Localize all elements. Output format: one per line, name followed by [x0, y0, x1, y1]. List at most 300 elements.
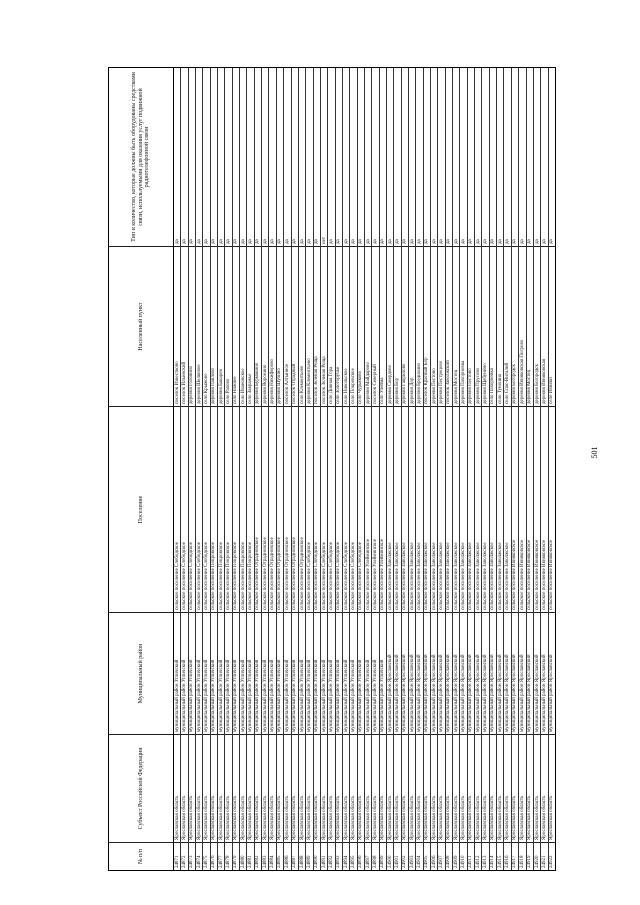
header-cell-locality: Населенный пункт: [109, 246, 173, 406]
cell-number: 24901: [394, 842, 400, 870]
cell-equipment: да: [196, 239, 202, 244]
cell-district: муниципальный район Угличский: [233, 612, 239, 734]
cell-district: муниципальный район Ярославский: [527, 612, 533, 734]
cell-locality: село Ивановское: [240, 246, 246, 406]
cell-settlement: сельское поселение Слободское: [358, 406, 364, 612]
cell-locality: деревня Воронино: [262, 246, 268, 406]
cell-locality: деревня Смердово: [387, 246, 393, 406]
table-row: [350, 68, 357, 870]
cell-number: 24896: [358, 842, 364, 870]
cell-subject: Ярославская область: [314, 734, 320, 842]
table-header: [109, 68, 174, 870]
cell-number: 24909: [453, 842, 459, 870]
cell-settlement: сельское поселение Слободское: [321, 406, 327, 612]
cell-equipment: да: [461, 239, 467, 244]
cell-settlement: сельское поселение Слободское: [196, 406, 202, 612]
cell-settlement: сельское поселение Слободское: [181, 406, 187, 612]
cell-equipment: да: [299, 239, 305, 244]
cell-subject: Ярославская область: [549, 734, 555, 842]
cell-settlement: сельское поселение Слободское: [350, 406, 356, 612]
cell-number: 24893: [336, 842, 342, 870]
cell-settlement: сельское поселение Заволжское: [438, 406, 444, 612]
table-row: [424, 68, 431, 870]
cell-subject: Ярославская область: [424, 734, 430, 842]
cell-subject: Ярославская область: [299, 734, 305, 842]
table-row: [225, 68, 232, 870]
table-row: [380, 68, 387, 870]
cell-district: муниципальный район Угличский: [225, 612, 231, 734]
cell-subject: Ярославская область: [402, 734, 408, 842]
cell-equipment: да: [240, 239, 246, 244]
cell-equipment: да: [262, 239, 268, 244]
cell-subject: Ярославская область: [277, 734, 283, 842]
cell-subject: Ярославская область: [527, 734, 533, 842]
cell-subject: Ярославская область: [372, 734, 378, 842]
cell-subject: Ярославская область: [262, 734, 268, 842]
cell-locality: село Чурьяково: [358, 246, 364, 406]
cell-locality: поселок Северный: [372, 246, 378, 406]
table-row: [343, 68, 350, 870]
cell-locality: деревня Гаврилово: [402, 246, 408, 406]
cell-settlement: сельское поселение Заволжское: [453, 406, 459, 612]
cell-settlement: сельское поселение Покровское: [218, 406, 224, 612]
cell-locality: деревня Шелковое: [196, 246, 202, 406]
cell-number: 24900: [387, 842, 393, 870]
cell-subject: Ярославская область: [211, 734, 217, 842]
cell-settlement: сельское поселение Отрадновское: [262, 406, 268, 612]
cell-subject: Ярославская область: [416, 734, 422, 842]
cell-district: муниципальный район Угличский: [343, 612, 349, 734]
cell-locality: деревня Клементьево: [306, 246, 312, 406]
cell-district: муниципальный район Ярославский: [497, 612, 503, 734]
table-row: [262, 68, 269, 870]
cell-settlement: сельское поселение Слободское: [314, 406, 320, 612]
cell-equipment: да: [372, 239, 378, 244]
cell-district: муниципальный район Ярославский: [424, 612, 430, 734]
cell-district: муниципальный район Угличский: [372, 612, 378, 734]
table-row: [438, 68, 445, 870]
table-row: [181, 68, 188, 870]
cell-settlement: сельское поселение Отрадновское: [269, 406, 275, 612]
cell-number: 24889: [306, 842, 312, 870]
cell-settlement: сельское поселение Отрадновское: [284, 406, 290, 612]
cell-district: муниципальный район Угличский: [292, 612, 298, 734]
table-row: [299, 68, 306, 870]
cell-settlement: сельское поселение Заволжское: [394, 406, 400, 612]
table-row: [247, 68, 254, 870]
cell-district: муниципальный район Угличский: [189, 612, 195, 734]
cell-number: 24888: [299, 842, 305, 870]
cell-number: 24894: [343, 842, 349, 870]
cell-locality: поселок Красный Бор: [424, 246, 430, 406]
cell-equipment: да: [402, 239, 408, 244]
cell-subject: Ярославская область: [321, 734, 327, 842]
cell-equipment: да: [431, 239, 437, 244]
cell-settlement: сельское поселение Заволжское: [460, 406, 466, 612]
table-row: [490, 68, 497, 870]
cell-settlement: сельское поселение Покровское: [225, 406, 231, 612]
cell-district: муниципальный район Ярославский: [416, 612, 422, 734]
cell-number: 24917: [512, 842, 518, 870]
cell-equipment: да: [475, 239, 481, 244]
cell-number: 24903: [409, 842, 415, 870]
cell-number: 24907: [438, 842, 444, 870]
cell-district: муниципальный район Угличский: [269, 612, 275, 734]
cell-number: 24874: [196, 842, 202, 870]
cell-equipment: да: [468, 239, 474, 244]
cell-locality: деревня Прусово: [475, 246, 481, 406]
cell-locality: село Пахорновка: [490, 246, 496, 406]
cell-subject: Ярославская область: [512, 734, 518, 842]
cell-equipment: да: [255, 239, 261, 244]
cell-number: 24877: [218, 842, 224, 870]
cell-subject: Ярославская область: [240, 734, 246, 842]
cell-subject: Ярославская область: [460, 734, 466, 842]
table-row: [497, 68, 504, 870]
cell-district: муниципальный район Угличский: [196, 612, 202, 734]
table-row: [328, 68, 335, 870]
cell-equipment: нет: [321, 236, 327, 244]
cell-equipment: да: [490, 239, 496, 244]
cell-locality: село Клементьево: [299, 246, 305, 406]
table-row: [402, 68, 409, 870]
cell-settlement: сельское поселение Ивняковское: [519, 406, 525, 612]
cell-number: 24922: [549, 842, 555, 870]
cell-subject: Ярославская область: [409, 734, 415, 842]
cell-settlement: сельское поселение Заволжское: [424, 406, 430, 612]
table-row: [277, 68, 284, 870]
cell-district: муниципальный район Угличский: [255, 612, 261, 734]
cell-locality: село Улейма: [380, 246, 386, 406]
cell-equipment: да: [380, 239, 386, 244]
cell-district: муниципальный район Ярославский: [482, 612, 488, 734]
cell-equipment: да: [189, 239, 195, 244]
cell-settlement: сельское поселение Заволжское: [446, 406, 452, 612]
page-number: 501: [590, 446, 599, 459]
table-row: [519, 68, 526, 870]
cell-locality: поселок Зеленая Роща: [321, 246, 327, 406]
cell-equipment: да: [549, 239, 555, 244]
cell-number: 24914: [490, 842, 496, 870]
cell-locality: село Золоторучье: [336, 246, 342, 406]
table-row: [365, 68, 372, 870]
cell-district: муниципальный район Угличский: [306, 612, 312, 734]
cell-subject: Ярославская область: [490, 734, 496, 842]
cell-district: муниципальный район Ярославский: [519, 612, 525, 734]
cell-district: муниципальный район Ярославский: [534, 612, 540, 734]
table-row: [189, 68, 196, 870]
table-row: [504, 68, 511, 870]
cell-district: муниципальный район Ярославский: [453, 612, 459, 734]
cell-locality: деревня Ивняковская: [541, 246, 547, 406]
cell-locality: деревня Бурмакино: [255, 246, 261, 406]
cell-number: 24911: [468, 842, 474, 870]
cell-locality: село Туношна: [497, 246, 503, 406]
cell-number: 24904: [416, 842, 422, 870]
cell-number: 24884: [269, 842, 275, 870]
cell-settlement: сельское поселение Улейминское: [365, 406, 371, 612]
cell-district: муниципальный район Ярославский: [475, 612, 481, 734]
header-cell-settlement: Поселение: [109, 406, 173, 612]
cell-number: 24915: [497, 842, 503, 870]
cell-settlement: сельское поселение Заволжское: [475, 406, 481, 612]
cell-locality: деревня Павлово: [211, 246, 217, 406]
cell-locality: деревня Ивняковская Погрово: [519, 246, 525, 406]
cell-settlement: сельское поселение Покровское: [247, 406, 253, 612]
cell-locality: поселок Известково: [174, 246, 180, 406]
cell-equipment: да: [306, 239, 312, 244]
cell-locality: село Крыжово: [203, 246, 209, 406]
cell-locality: село Рахово: [225, 246, 231, 406]
table-row: [203, 68, 210, 870]
table-row: [387, 68, 394, 870]
table-row: [321, 68, 328, 870]
table-row: [431, 68, 438, 870]
cell-district: муниципальный район Ярославский: [460, 612, 466, 734]
cell-settlement: сельское поселение Ивняковское: [512, 406, 518, 612]
cell-settlement: сельское поселение Заволжское: [416, 406, 422, 612]
cell-subject: Ярославская область: [306, 734, 312, 842]
cell-subject: Ярославская область: [328, 734, 334, 842]
cell-number: 24875: [203, 842, 209, 870]
cell-subject: Ярославская область: [438, 734, 444, 842]
cell-number: 24913: [482, 842, 488, 870]
cell-number: 24897: [365, 842, 371, 870]
cell-subject: Ярославская область: [196, 734, 202, 842]
cell-district: муниципальный район Ярославский: [549, 612, 555, 734]
cell-district: муниципальный район Ярославский: [490, 612, 496, 734]
table-row: [475, 68, 482, 870]
cell-locality: село Ивняки: [549, 246, 555, 406]
cell-district: муниципальный район Ярославский: [431, 612, 437, 734]
cell-subject: Ярославская область: [497, 734, 503, 842]
cell-equipment: да: [512, 239, 518, 244]
cell-locality: село Нижнее: [233, 246, 239, 406]
table-body: [174, 68, 555, 870]
cell-settlement: сельское поселение Улейминское: [372, 406, 378, 612]
cell-settlement: сельское поселение Слободское: [203, 406, 209, 612]
cell-number: 24905: [424, 842, 430, 870]
cell-equipment: да: [226, 239, 232, 244]
cell-number: 24919: [527, 842, 533, 870]
cell-equipment: да: [204, 239, 210, 244]
table-row: [306, 68, 313, 870]
cell-number: 24908: [446, 842, 452, 870]
cell-settlement: сельское поселение Слободское: [336, 406, 342, 612]
cell-settlement: сельское поселение Покровское: [233, 406, 239, 612]
cell-settlement: сельское поселение Заволжское: [387, 406, 393, 612]
cell-locality: деревня Пестрецово: [438, 246, 444, 406]
cell-locality: поселок Алтынное: [284, 246, 290, 406]
cell-locality: деревня Шубино: [277, 246, 283, 406]
cell-district: муниципальный район Угличский: [247, 612, 253, 734]
table-row: [336, 68, 343, 870]
table-row: [409, 68, 416, 870]
cell-locality: поселок Отрадный: [292, 246, 298, 406]
header-cell-number: № п/п: [109, 842, 173, 870]
table-row: [460, 68, 467, 870]
cell-locality: поселок Заволжский: [446, 246, 452, 406]
cell-subject: Ярославская область: [343, 734, 349, 842]
cell-settlement: сельское поселение Слободское: [328, 406, 334, 612]
cell-number: 24892: [328, 842, 334, 870]
cell-number: 24906: [431, 842, 437, 870]
cell-subject: Ярославская область: [255, 734, 261, 842]
cell-settlement: сельское поселение Улейминское: [380, 406, 386, 612]
table-row: [394, 68, 401, 870]
cell-district: муниципальный район Угличский: [218, 612, 224, 734]
table-row: [534, 68, 541, 870]
cell-settlement: сельское поселение Покровское: [211, 406, 217, 612]
table-row: [218, 68, 225, 870]
cell-locality: деревня Пестово: [468, 246, 474, 406]
cell-equipment: да: [174, 239, 180, 244]
cell-district: муниципальный район Угличский: [380, 612, 386, 734]
header-cell-district: Муниципальный район: [109, 612, 173, 734]
cell-locality: деревня Мостец: [453, 246, 459, 406]
cell-district: муниципальный район Ярославский: [409, 612, 415, 734]
cell-number: 24880: [240, 842, 246, 870]
cell-settlement: сельское поселение Ивняковское: [534, 406, 540, 612]
cell-subject: Ярославская область: [541, 734, 547, 842]
cell-subject: Ярославская область: [189, 734, 195, 842]
cell-equipment: да: [527, 239, 533, 244]
cell-district: муниципальный район Угличский: [365, 612, 371, 734]
cell-number: 24886: [284, 842, 290, 870]
cell-locality: деревня Бор: [394, 246, 400, 406]
cell-equipment: да: [424, 239, 430, 244]
cell-equipment: да: [277, 239, 283, 244]
cell-subject: Ярославская область: [233, 734, 239, 842]
cell-equipment: да: [182, 239, 188, 244]
cell-district: муниципальный район Угличский: [350, 612, 356, 734]
cell-equipment: да: [350, 239, 356, 244]
cell-district: муниципальный район Ярославский: [387, 612, 393, 734]
cell-subject: Ярославская область: [269, 734, 275, 842]
cell-equipment: да: [358, 239, 364, 244]
cell-number: 24881: [247, 842, 253, 870]
cell-equipment: да: [519, 239, 525, 244]
cell-equipment: да: [534, 239, 540, 244]
cell-subject: Ярославская область: [482, 734, 488, 842]
cell-locality: деревня Бредихино: [416, 246, 422, 406]
cell-subject: Ярославская область: [292, 734, 298, 842]
cell-settlement: сельское поселение Заволжское: [490, 406, 496, 612]
cell-settlement: сельское поселение Отрадновское: [255, 406, 261, 612]
cell-number: 24883: [262, 842, 268, 870]
cell-district: муниципальный район Ярославский: [446, 612, 452, 734]
cell-settlement: сельское поселение Заволжское: [409, 406, 415, 612]
table-row: [372, 68, 379, 870]
cell-equipment: да: [328, 239, 334, 244]
cell-equipment: да: [439, 239, 445, 244]
cell-number: 24891: [321, 842, 327, 870]
cell-equipment: да: [292, 239, 298, 244]
cell-settlement: сельское поселение Отрадновское: [299, 406, 305, 612]
cell-equipment: да: [270, 239, 276, 244]
cell-locality: село Завражье: [247, 246, 253, 406]
cell-subject: Ярославская область: [453, 734, 459, 842]
cell-district: муниципальный район Ярославский: [512, 612, 518, 734]
cell-subject: Ярославская область: [336, 734, 342, 842]
cell-locality: поселок Ильинский: [181, 246, 187, 406]
cell-subject: Ярославская область: [358, 734, 364, 842]
cell-equipment: да: [483, 239, 489, 244]
cell-number: 24878: [225, 842, 231, 870]
table-row: [512, 68, 519, 870]
cell-district: муниципальный район Угличский: [203, 612, 209, 734]
cell-number: 24876: [211, 842, 217, 870]
cell-district: муниципальный район Ярославский: [504, 612, 510, 734]
cell-district: муниципальный район Ярославский: [541, 612, 547, 734]
cell-subject: Ярославская область: [387, 734, 393, 842]
cell-subject: Ярославская область: [380, 734, 386, 842]
cell-locality: деревня Пестово: [431, 246, 437, 406]
cell-settlement: сельское поселение Отрадновское: [292, 406, 298, 612]
cell-locality: деревня Богородск: [512, 246, 518, 406]
cell-subject: Ярославская область: [365, 734, 371, 842]
cell-equipment: да: [446, 239, 452, 244]
cell-subject: Ярославская область: [475, 734, 481, 842]
cell-locality: деревня Щебунино: [482, 246, 488, 406]
cell-district: муниципальный район Ярославский: [468, 612, 474, 734]
cell-settlement: сельское поселение Заволжское: [468, 406, 474, 612]
cell-settlement: сельское поселение Покровское: [240, 406, 246, 612]
cell-equipment: да: [284, 239, 290, 244]
cell-equipment: да: [211, 239, 217, 244]
table-row: [549, 68, 555, 870]
cell-district: муниципальный район Угличский: [262, 612, 268, 734]
table-row: [527, 68, 534, 870]
cell-locality: село Спас-Виталий: [504, 246, 510, 406]
cell-settlement: сельское поселение Ивняковское: [527, 406, 533, 612]
cell-district: муниципальный район Угличский: [174, 612, 180, 734]
cell-number: 24871: [174, 842, 180, 870]
cell-locality: деревня Бакарев: [218, 246, 224, 406]
cell-number: 24879: [233, 842, 239, 870]
cell-subject: Ярославская область: [284, 734, 290, 842]
table-row: [211, 68, 218, 870]
cell-locality: деревня Никифорово: [269, 246, 275, 406]
cell-subject: Ярославская область: [504, 734, 510, 842]
cell-district: муниципальный район Угличский: [211, 612, 217, 734]
data-table: [108, 67, 556, 871]
cell-subject: Ярославская область: [181, 734, 187, 842]
cell-equipment: да: [497, 239, 503, 244]
cell-district: муниципальный район Угличский: [321, 612, 327, 734]
cell-district: муниципальный район Угличский: [336, 612, 342, 734]
cell-locality: деревня Богородск: [534, 246, 540, 406]
cell-equipment: да: [343, 239, 349, 244]
header-cell-subject: Субъект Российской Федерации: [109, 734, 173, 842]
cell-settlement: сельское поселение Заволжское: [431, 406, 437, 612]
cell-subject: Ярославская область: [446, 734, 452, 842]
cell-settlement: сельское поселение Заволжское: [504, 406, 510, 612]
cell-equipment: да: [314, 239, 320, 244]
cell-number: 24890: [314, 842, 320, 870]
table-row: [314, 68, 321, 870]
cell-subject: Ярославская область: [247, 734, 253, 842]
cell-equipment: да: [248, 239, 254, 244]
cell-number: 24921: [541, 842, 547, 870]
cell-number: 24885: [277, 842, 283, 870]
cell-settlement: сельское поселение Слободское: [189, 406, 195, 612]
cell-locality: деревня Мостец: [527, 246, 533, 406]
table-row: [482, 68, 489, 870]
cell-equipment: да: [233, 239, 239, 244]
cell-number: 24920: [534, 842, 540, 870]
cell-district: муниципальный район Угличский: [181, 612, 187, 734]
